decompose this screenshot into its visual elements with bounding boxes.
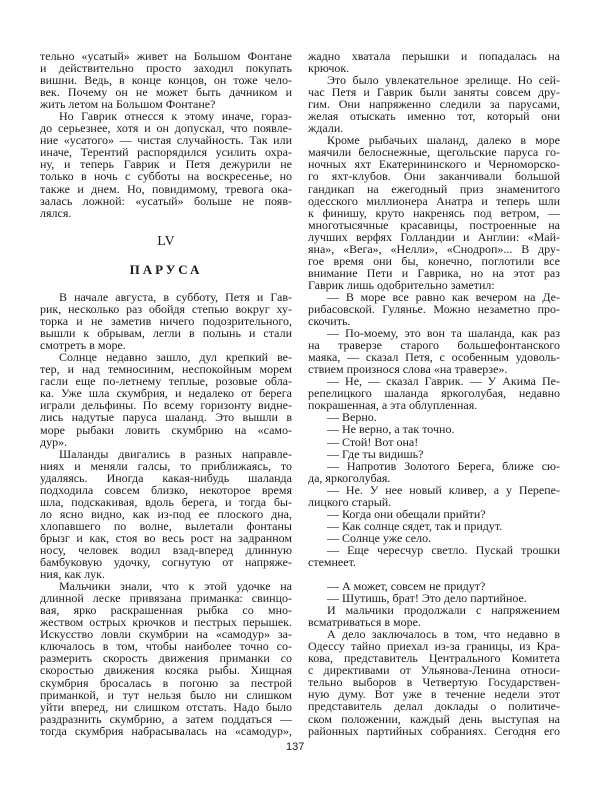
paragraph	[40, 351, 292, 447]
text-line: крючок.	[308, 61, 350, 76]
text-line: раздразнить скумбрию, а затем поддаться —	[40, 711, 292, 726]
text-line: брызг и как, стоя во весь рост на задранном	[40, 530, 292, 545]
text-line: — Еще чересчур светло. Пускай трошки	[327, 542, 560, 557]
text-line: — По-моему, это вон та шаланда, как раз	[327, 326, 560, 341]
text-line: одесского миллионера Анатра и теперь шли	[308, 193, 560, 208]
paragraph	[308, 423, 560, 435]
text-line: — Не. У нее новый кливер, а у Перепе-	[327, 482, 560, 497]
paragraph	[40, 50, 292, 110]
text-line: тельно выборов в Четвертую Государствен-	[308, 675, 560, 690]
text-line: тельно «усатый» живет на Большом Фонтане	[40, 49, 292, 63]
text-line: го яхт-клубов. Они заканчивали большой	[308, 169, 560, 184]
text-line: скоростью движения косяка рыбы. Хищная	[40, 663, 292, 678]
paragraph	[40, 580, 292, 737]
text-line: — Не верно, а так точно.	[327, 422, 455, 437]
text-line: желая отыскать именно тот, который они	[308, 109, 560, 124]
text-line: уйти вперед, ни слишком отстать. Надо было	[40, 699, 292, 714]
text-line: ка. Уже шла скумбрия, и недалеко от берега	[40, 386, 292, 401]
text-line: вишни. Ведь, в конце концов, он тоже чело-	[40, 73, 292, 88]
text-line: — Как солнце сядет, так и придут.	[327, 518, 503, 533]
text-line: — Где ты видишь?	[327, 446, 424, 461]
text-line: стемнеет.	[308, 554, 356, 569]
text-line: подходила совсем близко, некоторое время	[40, 482, 292, 497]
text-line: лялся.	[40, 205, 72, 220]
text-line: Гаврик лишь одобрительно заметил:	[308, 277, 495, 292]
text-line: Это было увлекательное зрелище. Но сей-	[327, 73, 560, 88]
text-line: Искусство ловли скумбрии на «самодур» за-	[40, 627, 292, 642]
text-line: залась ложной: «усатый» больше не появ-	[40, 193, 292, 208]
text-line: внимание Пети и Гаврика, но на этот раз	[308, 265, 560, 280]
text-line: также и днем. Но, повидимому, тревога ока-	[40, 181, 292, 196]
text-line: лицкого старый.	[308, 494, 392, 509]
text-line: вая, ярко раскрашенная рыбка со мно-	[40, 603, 292, 618]
text-line: ную думу. Вот уже в течение недели этот	[308, 687, 560, 702]
text-line: шла, подскакивая, вдоль берега, и тогда бы-	[40, 494, 292, 509]
text-line: иначе, Терентий распорядился усилить охра-	[40, 145, 292, 160]
paragraph	[308, 460, 560, 484]
text-line: Шаланды двигались в разных направле-	[59, 446, 292, 461]
text-line: рик, несколько раз обойдя степью вокруг ху-	[40, 302, 292, 317]
text-line: А дело заключалось в том, что недавно в	[327, 627, 560, 642]
text-line: — Верно.	[327, 410, 377, 425]
text-line: — Солнце уже село.	[327, 530, 432, 545]
chapter-title: ПАРУСА	[129, 262, 203, 277]
text-line: час Петя и Гаврик были заняты совсем дру-	[308, 85, 560, 100]
text-line: ском положении, каждый день выступая на	[308, 711, 560, 726]
text-line: гое время они бы, конечно, поглотили все	[308, 253, 560, 268]
text-line: покрашенная, а эта облупленная.	[308, 398, 478, 413]
text-line: ло ясно видно, как из-под ее плоского дна,	[40, 506, 292, 521]
text-line: жеством острых крючков и пестрых перышек.	[40, 615, 292, 630]
paragraph	[308, 544, 560, 568]
text-line: до серьезнее, хотя и он допускал, что появле-	[40, 121, 292, 136]
paragraph	[308, 74, 560, 134]
text-line: море рыбаки ловить скумбрию на «само-	[40, 422, 292, 437]
text-line: с директивами от Ульянова-Ленина относи-	[308, 663, 560, 678]
text-line: к финишу, круто накренясь под ветром, —	[308, 205, 560, 220]
text-line: маяка, — сказал Петя, с особенным удоволь-	[308, 350, 560, 365]
text-line: хлопавшего по волне, вылетали фонтаны	[40, 518, 292, 533]
text-line: И мальчики продолжали с напряжением	[327, 603, 560, 618]
text-line: маячили белоснежные, щегольские паруса го-	[308, 145, 560, 160]
right-column	[308, 50, 560, 737]
paragraph	[308, 134, 560, 291]
text-line: многотысячные красавицы, построенные на	[308, 217, 560, 232]
text-line: и действительно просто заходил покупать	[40, 61, 292, 76]
text-line: представитель делал доклады о политиче-	[308, 699, 560, 714]
paragraph	[308, 375, 560, 411]
text-line: длинной леске привязана приманка: свинцо-	[40, 591, 292, 606]
paragraph	[308, 50, 560, 74]
text-line: ну, и теперь Гаврик и Петя дежурили не	[40, 157, 292, 172]
paragraph	[308, 628, 560, 736]
text-line: Одессу тайно приехал из-за границы, из Кра-	[308, 639, 560, 654]
text-line: — А может, совсем не придут?	[327, 579, 486, 594]
text-line: — Стой! Вот она!	[327, 434, 419, 449]
text-line: ствием произнося слова «на траверзе».	[308, 362, 508, 377]
text-line: — Напротив Золотого Берега, ближе сю-	[327, 458, 560, 473]
text-line: смотреть в море.	[40, 338, 126, 353]
text-line: только в ночь с субботы на воскресенье, но	[40, 169, 292, 184]
text-line: рибасовской. Гулянье. Можно незаметно про-	[308, 301, 560, 316]
text-line: тер, и над темносиним, неспокойным морем	[40, 362, 292, 377]
page-number: 137	[286, 741, 305, 753]
text-line: жить летом на Большом Фонтане?	[40, 97, 216, 112]
text-line: Солнце недавно зашло, дул крепкий ве-	[59, 350, 292, 365]
text-line: гандикап на ежегодный приз знаменитого	[308, 181, 560, 196]
text-line: удаляясь. Иногда какая-нибудь шаланда	[40, 470, 292, 485]
text-line: лись надутые паруса шаланд. Это вышли в	[40, 410, 292, 425]
text-line: ключалось в том, чтобы наиболее точно со-	[40, 639, 292, 654]
paragraph	[308, 327, 560, 375]
chapter-number: LV	[157, 234, 175, 249]
text-line: на траверзе старого большефонтанского	[308, 338, 560, 353]
text-line: бамбуковую удочку, согнутую от напряже-	[40, 555, 292, 570]
text-line: ния, как лук.	[40, 567, 105, 582]
text-line: гасли еще по-летнему теплые, розовые обла-	[40, 374, 292, 389]
paragraph	[40, 110, 292, 218]
text-line: ждали.	[308, 121, 344, 136]
left-column-top	[40, 50, 292, 219]
text-line: ночных яхт Екатерининского и Черноморско-	[308, 157, 560, 172]
paragraph	[40, 291, 292, 351]
text-line: — Шутишь, брат! Это дело партийное.	[327, 591, 527, 606]
text-line: размерить скорость движения приманки со	[40, 651, 292, 666]
text-line: всматриваться в море.	[308, 615, 421, 630]
left-column-bottom	[40, 291, 292, 737]
text-line: дур».	[40, 434, 68, 449]
paragraph	[308, 448, 560, 460]
text-line: гим. Они напряженно следили за парусами,	[308, 97, 560, 112]
text-line: вышли к обрывам, легли в полынь и стали	[40, 326, 292, 341]
paragraph	[308, 484, 560, 508]
text-line: да, яркоголубая.	[308, 470, 391, 485]
text-line: ниях и меняли галсы, то приближаясь, то	[40, 458, 292, 473]
text-line: век. Почему он не может быть дачником и	[40, 85, 292, 100]
text-line: В начале августа, в субботу, Петя и Гав-	[59, 290, 292, 304]
text-line: торка и не заметив ничего подозрительного,	[40, 314, 292, 329]
text-line: приманкой, и тут нельзя было ни слишком	[40, 687, 292, 702]
paragraph	[308, 604, 560, 628]
paragraph	[308, 436, 560, 448]
text-line: лучших верфях Голландии и Англии: «Май-	[308, 229, 560, 244]
text-line: репелицкого шаланда яркоголубая, недавно	[308, 386, 560, 401]
paragraph	[308, 291, 560, 327]
paragraph	[40, 448, 292, 581]
text-line: — Когда они обещали прийти?	[327, 506, 486, 521]
text-line: Кроме рыбачьих шаланд, далеко в море	[327, 133, 560, 148]
text-line: жадно хватала перышки и попадалась на	[308, 49, 560, 63]
text-line: — В море все равно как вечером на Де-	[327, 289, 560, 304]
text-line: ние «усатого» — чистая случайность. Так или	[40, 133, 292, 148]
text-line: Но Гаврик отнесся к этому иначе, гораз-	[59, 109, 292, 124]
text-line: носу, человек водил взад-вперед длинную	[40, 542, 292, 557]
text-line: — Не, — сказал Гаврик. — У Акима Пе-	[327, 374, 560, 389]
text-line: яна», «Вега», «Нелли», «Снодроп»... В дру-	[308, 241, 560, 256]
text-line: Мальчики знали, что к этой удочке на	[59, 579, 292, 594]
text-line: играли дельфины. По всему горизонту видне-	[40, 398, 292, 413]
text-line: скочить.	[308, 314, 351, 329]
text-line: районных партийных собраниях. Сегодня его	[308, 723, 560, 738]
text-line: скумбрия бросалась в погоню за пестрой	[40, 675, 292, 690]
text-line: кова, представитель Центрального Комитета	[308, 651, 560, 666]
text-line: тогда скумбрия набрасывалась на «самодур»,	[40, 723, 292, 738]
